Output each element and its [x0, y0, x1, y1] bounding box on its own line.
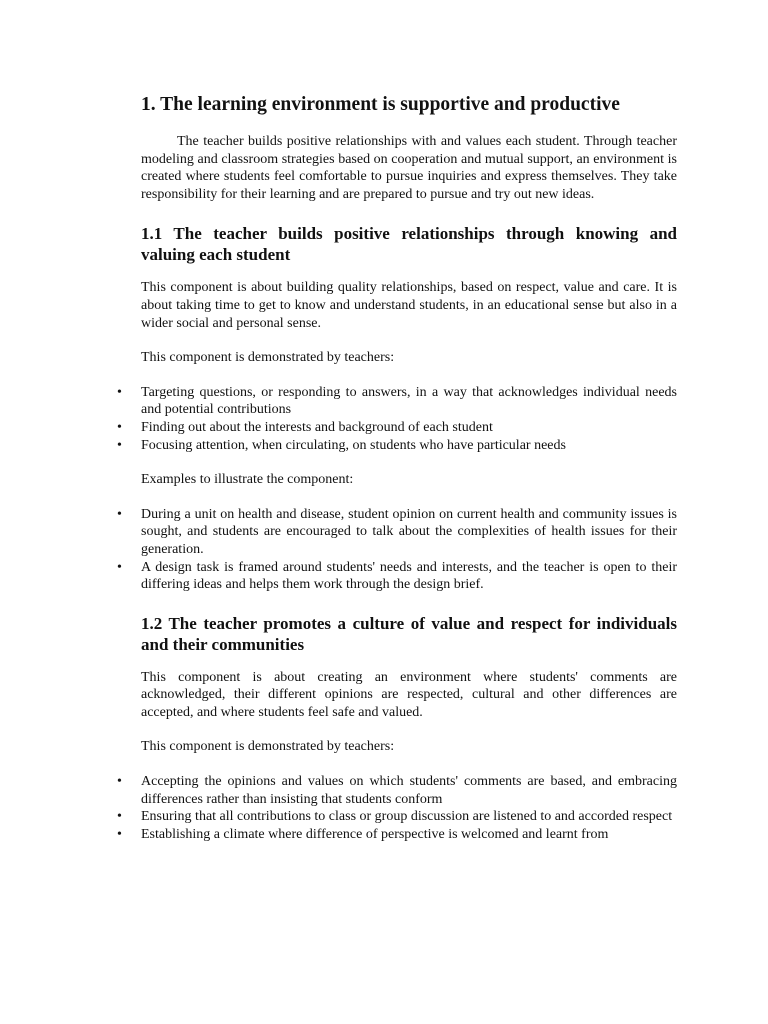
list-item [117, 384, 677, 419]
list-item [117, 559, 677, 594]
section-1-2-demonstrated-label: This component is demonstrated by teachers: [141, 739, 395, 755]
bullet-icon: • [117, 809, 122, 825]
list-item-text: A design task is framed around students' needs and interests, and the teacher is open to their differing ideas and helps them work through the design brief. [141, 559, 677, 593]
bullet-icon: • [117, 826, 122, 842]
list-item [117, 437, 677, 455]
bullet-icon: • [117, 419, 122, 435]
bullet-icon: • [117, 437, 122, 453]
bullet-icon: • [117, 384, 122, 400]
section-1-heading: 1. The learning environment is supportive and productive [141, 94, 620, 115]
list-item [117, 808, 677, 826]
section-1-1-demonstrated-list [117, 384, 677, 454]
list-item-text: During a unit on health and disease, student opinion on current health and community issues is sought, and students are encouraged to talk about the complexities of health issues for their generation. [141, 506, 677, 557]
section-1-1-heading: 1.1 The teacher builds positive relationships through knowing and valuing each student [141, 224, 677, 265]
section-1-1-demonstrated-label: This component is demonstrated by teachers: [141, 350, 395, 366]
document-body [117, 92, 677, 860]
section-1-1-description: This component is about building quality relationships, based on respect, value and care. It is about taking time to get to know and understand students, in an educational sense but also in a wider social and personal sense. [141, 280, 677, 331]
list-item-text: Focusing attention, when circulating, on students who have particular needs [141, 437, 566, 453]
list-item-text: Accepting the opinions and values on which students' comments are based, and embracing differences rather than insisting that students conform [141, 774, 677, 807]
section-1-2-demonstrated-list [117, 773, 677, 843]
list-item-text: Finding out about the interests and background of each student [141, 419, 493, 435]
section-1-2-heading: 1.2 The teacher promotes a culture of value and respect for individuals and their communities [141, 613, 677, 654]
list-item [117, 826, 677, 844]
bullet-icon: • [117, 506, 122, 522]
list-item [117, 419, 677, 437]
list-item [117, 773, 677, 808]
bullet-icon: • [117, 559, 122, 575]
section-1-intro: The teacher builds positive relationships with and values each student. Through teacher modeling and classroom strategies based on cooperation and mutual support, an environment is created where students feel comfortable to pursue inquiries and express themselves. They take responsibility for their learning and are prepared to pursue and try out new ideas. [141, 134, 677, 202]
bullet-icon: • [117, 774, 122, 790]
list-item-text: Targeting questions, or responding to answers, in a way that acknowledges individual needs and potential contributions [141, 384, 677, 418]
list-item-text: Ensuring that all contributions to class or group discussion are listened to and accorded respect [141, 809, 673, 825]
section-1-1-examples-list [117, 506, 677, 594]
list-item [117, 506, 677, 559]
section-1-2-description: This component is about creating an environment where students' comments are acknowledged, their different opinions are respected, cultural and other differences are accepted, and where students feel safe and valued. [141, 669, 677, 720]
list-item-text: Establishing a climate where difference of perspective is welcomed and learnt from [141, 826, 609, 842]
section-1-1-examples-label: Examples to illustrate the component: [141, 472, 354, 488]
